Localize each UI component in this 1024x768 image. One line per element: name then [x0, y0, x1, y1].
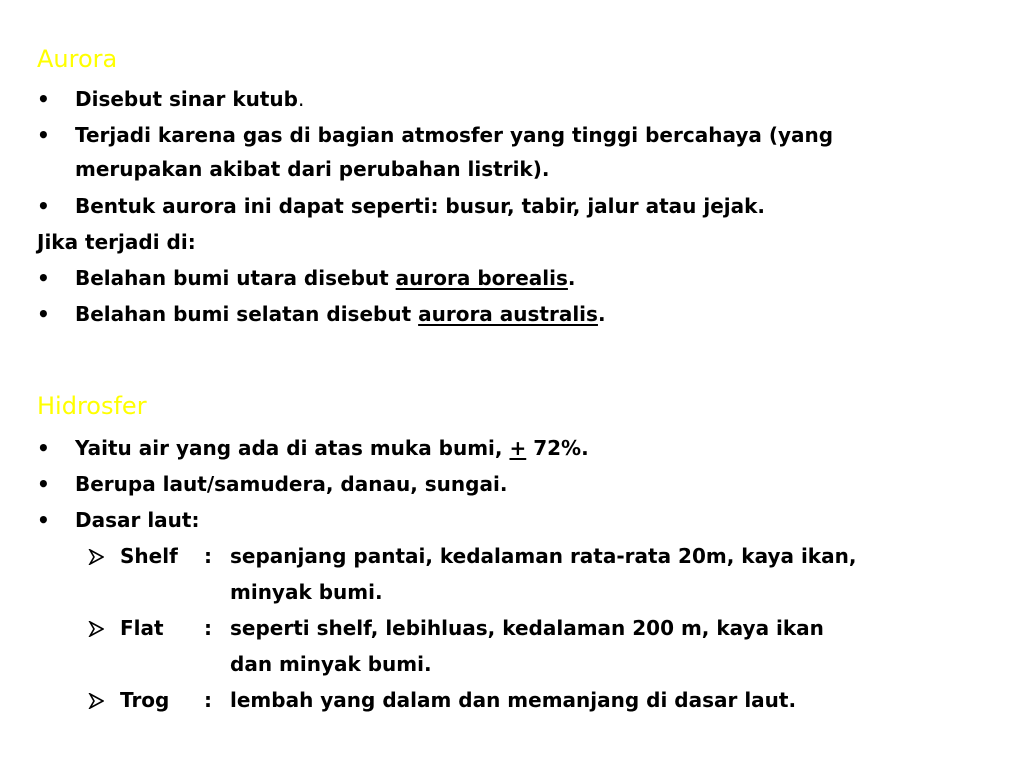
- bullet-glyph: •: [37, 302, 50, 326]
- hidrosfer-item-1-prefix: Yaitu air yang ada di atas muka bumi,: [75, 436, 510, 460]
- aurora-australis-term: aurora australis: [418, 302, 598, 326]
- hidrosfer-item-2: Berupa laut/samudera, danau, sungai.: [75, 472, 508, 496]
- bullet-glyph: •: [37, 472, 50, 496]
- bullet-glyph: •: [37, 508, 50, 532]
- aurora-item-1-end: .: [297, 87, 305, 111]
- aurora-plain-line: Jika terjadi di:: [37, 230, 196, 254]
- aurora-borealis-term: aurora borealis: [395, 266, 568, 290]
- arrow-bullet-icon: [86, 683, 108, 717]
- aurora-item-3: Bentuk aurora ini dapat seperti: busur, tabir, jalur atau jejak.: [75, 194, 766, 218]
- flat-definition-line-2: dan minyak bumi.: [230, 652, 432, 676]
- shelf-definition-line-1: sepanjang pantai, kedalaman rata-rata 20m, kaya ikan,: [230, 544, 857, 568]
- aurora-item-1: [75, 82, 304, 116]
- hidrosfer-item-1: [75, 431, 589, 465]
- aurora-item-5-end: .: [597, 302, 606, 326]
- aurora-item-1-text: Disebut sinar kutub: [75, 87, 298, 111]
- aurora-item-5-prefix: Belahan bumi selatan disebut: [75, 302, 419, 326]
- shelf-definition-line-2: minyak bumi.: [230, 580, 383, 604]
- hidrosfer-item-1-suffix: 72%.: [526, 436, 589, 460]
- bullet-glyph: •: [37, 123, 50, 147]
- bullet-glyph: •: [37, 266, 50, 290]
- term-colon: :: [204, 544, 212, 568]
- dasar-laut-term-shelf: Shelf: [120, 544, 178, 568]
- aurora-item-2-line-2: merupakan akibat dari perubahan listrik).: [75, 157, 550, 181]
- aurora-item-4-prefix: Belahan bumi utara disebut: [75, 266, 396, 290]
- bullet-glyph: •: [37, 194, 50, 218]
- flat-definition-line-1: seperti shelf, lebihluas, kedalaman 200 m, kaya ikan: [230, 616, 824, 640]
- bullet-glyph: •: [37, 436, 50, 460]
- section-heading-hidrosfer: Hidrosfer: [37, 392, 147, 420]
- bullet-glyph: •: [37, 87, 50, 111]
- term-colon: :: [204, 616, 212, 640]
- aurora-item-4-end: .: [567, 266, 576, 290]
- dasar-laut-term-trog: Trog: [120, 688, 170, 712]
- section-heading-aurora: Aurora: [37, 45, 118, 73]
- aurora-item-2-line-1: Terjadi karena gas di bagian atmosfer yang tinggi bercahaya (yang: [75, 123, 834, 147]
- aurora-item-4: [75, 261, 576, 295]
- aurora-item-5: [75, 297, 606, 331]
- term-colon: :: [204, 688, 212, 712]
- hidrosfer-item-3: Dasar laut:: [75, 508, 200, 532]
- trog-definition-line-1: lembah yang dalam dan memanjang di dasar laut.: [230, 688, 797, 712]
- arrow-bullet-icon: [86, 611, 108, 645]
- plus-minus-symbol: +: [509, 436, 527, 460]
- dasar-laut-term-flat: Flat: [120, 616, 164, 640]
- arrow-bullet-icon: [86, 539, 108, 573]
